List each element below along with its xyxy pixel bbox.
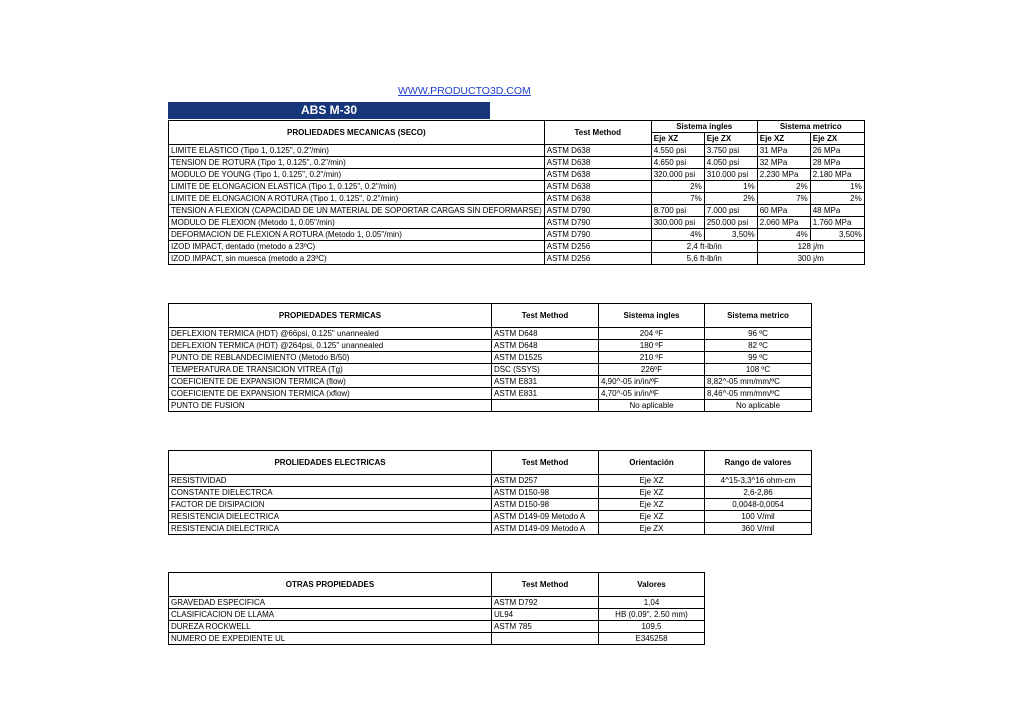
table-row bbox=[169, 328, 812, 340]
metrico-xz-value: 2.230 MPa bbox=[757, 169, 810, 181]
property-name: MODULO DE FLEXION (Metodo 1, 0.05"/min) bbox=[169, 217, 545, 229]
range-value: 360 V/mil bbox=[705, 523, 812, 535]
mech-test-method-header: Test Method bbox=[544, 121, 651, 145]
test-method: ASTM 785 bbox=[492, 621, 599, 633]
test-method: ASTM D150-98 bbox=[492, 487, 599, 499]
table-row bbox=[169, 597, 705, 609]
ingles-xz-value: 7% bbox=[651, 193, 704, 205]
property-name: LIMITE ELASTICO (Tipo 1, 0.125", 0.2"/min) bbox=[169, 145, 545, 157]
electrical-properties-table bbox=[168, 450, 812, 535]
metrico-value: 300 j/m bbox=[757, 253, 864, 265]
test-method: ASTM D257 bbox=[492, 475, 599, 487]
mech-eje-zx-ingles: Eje ZX bbox=[704, 133, 757, 145]
other-header: OTRAS PROPIEDADES bbox=[169, 573, 492, 597]
thermal-properties-table bbox=[168, 303, 812, 412]
test-method: ASTM D638 bbox=[544, 157, 651, 169]
metrico-zx-value: 1.760 MPa bbox=[810, 217, 864, 229]
metrico-value: 8,46^-05 mm/mm/ºC bbox=[705, 388, 812, 400]
metrico-zx-value: 2% bbox=[810, 193, 864, 205]
ingles-value: 2,4 ft-lb/in bbox=[651, 241, 757, 253]
range-value: 0,0048-0,0054 bbox=[705, 499, 812, 511]
orientation-value: Eje ZX bbox=[599, 523, 705, 535]
property-name: DEFORMACION DE FLEXION A ROTURA (Metodo 1, 0.05"/min) bbox=[169, 229, 545, 241]
property-name: RESISTIVIDAD bbox=[169, 475, 492, 487]
range-value: 100 V/mil bbox=[705, 511, 812, 523]
ingles-zx-value: 250.000 psi bbox=[704, 217, 757, 229]
test-method: ASTM D150-98 bbox=[492, 499, 599, 511]
test-method: ASTM D1525 bbox=[492, 352, 599, 364]
test-method: ASTM D648 bbox=[492, 328, 599, 340]
table-row bbox=[169, 193, 865, 205]
table-row bbox=[169, 499, 812, 511]
table-row bbox=[169, 633, 705, 645]
ingles-value: 226ºF bbox=[599, 364, 705, 376]
test-method: ASTM D648 bbox=[492, 340, 599, 352]
other-valores-header: Valores bbox=[599, 573, 705, 597]
table-row bbox=[169, 340, 812, 352]
mech-header: PROLIEDADES MECANICAS (SECO) bbox=[169, 121, 545, 145]
orientation-value: Eje XZ bbox=[599, 475, 705, 487]
range-value: 4^15-3,3^16 ohm-cm bbox=[705, 475, 812, 487]
property-name: RESISTENCIA DIELECTRICA bbox=[169, 511, 492, 523]
range-value: 2,6-2,86 bbox=[705, 487, 812, 499]
property-name: RESISTENCIA DIELECTRICA bbox=[169, 523, 492, 535]
metrico-xz-value: 2% bbox=[757, 181, 810, 193]
mech-eje-xz-metrico: Eje XZ bbox=[757, 133, 810, 145]
ingles-zx-value: 2% bbox=[704, 193, 757, 205]
ingles-value: 204 ºF bbox=[599, 328, 705, 340]
metrico-zx-value: 26 MPa bbox=[810, 145, 864, 157]
property-name: DEFLEXION TERMICA (HDT) @264psi, 0.125" unannealed bbox=[169, 340, 492, 352]
property-name: PUNTO DE REBLANDECIMIENTO (Metodo B/50) bbox=[169, 352, 492, 364]
table-row bbox=[169, 229, 865, 241]
ingles-zx-value: 3,50% bbox=[704, 229, 757, 241]
property-name: DEFLEXION TERMICA (HDT) @66psi, 0.125" unannealed bbox=[169, 328, 492, 340]
table-row bbox=[169, 621, 705, 633]
table-row bbox=[169, 181, 865, 193]
value: 1,04 bbox=[599, 597, 705, 609]
property-name: LIMITE DE ELONGACION A ROTURA (Tipo 1, 0.125", 0.2"/min) bbox=[169, 193, 545, 205]
property-name: IZOD IMPACT, dentado (metodo a 23ºC) bbox=[169, 241, 545, 253]
property-name: GRAVEDAD ESPECIFICA bbox=[169, 597, 492, 609]
test-method: ASTM D256 bbox=[544, 253, 651, 265]
mechanical-properties-table bbox=[168, 120, 865, 265]
test-method: ASTM D790 bbox=[544, 205, 651, 217]
table-row bbox=[169, 475, 812, 487]
ingles-xz-value: 4% bbox=[651, 229, 704, 241]
test-method: DSC (SSYS) bbox=[492, 364, 599, 376]
ingles-xz-value: 300.000 psi bbox=[651, 217, 704, 229]
property-name: NUMERO DE EXPEDIENTE UL bbox=[169, 633, 492, 645]
test-method: ASTM D638 bbox=[544, 145, 651, 157]
table-row bbox=[169, 352, 812, 364]
table-row bbox=[169, 205, 865, 217]
metrico-xz-value: 60 MPa bbox=[757, 205, 810, 217]
mech-sistema-ingles-header: Sistema ingles bbox=[651, 121, 757, 133]
table-row bbox=[169, 376, 812, 388]
property-name: PUNTO DE FUSION bbox=[169, 400, 492, 412]
ingles-xz-value: 320.000 psi bbox=[651, 169, 704, 181]
table-row bbox=[169, 511, 812, 523]
metrico-zx-value: 3,50% bbox=[810, 229, 864, 241]
metrico-zx-value: 2.180 MPa bbox=[810, 169, 864, 181]
ingles-value: No aplicable bbox=[599, 400, 705, 412]
test-method: ASTM E831 bbox=[492, 388, 599, 400]
table-row bbox=[169, 388, 812, 400]
test-method: ASTM D638 bbox=[544, 169, 651, 181]
table-row bbox=[169, 217, 865, 229]
table-row bbox=[169, 145, 865, 157]
ingles-zx-value: 1% bbox=[704, 181, 757, 193]
metrico-value: 8,82^-05 mm/mm/ºC bbox=[705, 376, 812, 388]
thermal-test-method-header: Test Method bbox=[492, 304, 599, 328]
metrico-zx-value: 48 MPa bbox=[810, 205, 864, 217]
property-name: COEFICIENTE DE EXPANSION TERMICA (flow) bbox=[169, 376, 492, 388]
ingles-zx-value: 7.000 psi bbox=[704, 205, 757, 217]
website-link[interactable]: WWW.PRODUCTO3D.COM bbox=[398, 85, 531, 97]
table-row bbox=[169, 241, 865, 253]
other-test-method-header: Test Method bbox=[492, 573, 599, 597]
value: HB (0.09", 2.50 mm) bbox=[599, 609, 705, 621]
ingles-xz-value: 4.650 psi bbox=[651, 157, 704, 169]
test-method: ASTM D149-09 Metodo A bbox=[492, 523, 599, 535]
other-properties-table bbox=[168, 572, 705, 645]
metrico-xz-value: 7% bbox=[757, 193, 810, 205]
metrico-xz-value: 31 MPa bbox=[757, 145, 810, 157]
metrico-zx-value: 1% bbox=[810, 181, 864, 193]
property-name: COEFICIENTE DE EXPANSION TERMICA (xflow) bbox=[169, 388, 492, 400]
test-method: ASTM D792 bbox=[492, 597, 599, 609]
orientation-value: Eje XZ bbox=[599, 487, 705, 499]
property-name: FACTOR DE DISIPACION bbox=[169, 499, 492, 511]
metrico-value: 96 ºC bbox=[705, 328, 812, 340]
thermal-sistema-metrico-header: Sistema metrico bbox=[705, 304, 812, 328]
mech-eje-xz-ingles: Eje XZ bbox=[651, 133, 704, 145]
table-row bbox=[169, 523, 812, 535]
orientation-value: Eje XZ bbox=[599, 511, 705, 523]
ingles-value: 5,6 ft-lb/in bbox=[651, 253, 757, 265]
mech-eje-zx-metrico: Eje ZX bbox=[810, 133, 864, 145]
test-method bbox=[492, 633, 599, 645]
ingles-zx-value: 310.000 psi bbox=[704, 169, 757, 181]
metrico-xz-value: 2.060 MPa bbox=[757, 217, 810, 229]
property-name: MODULO DE YOUNG (Tipo 1, 0.125", 0.2"/min) bbox=[169, 169, 545, 181]
ingles-value: 180 ºF bbox=[599, 340, 705, 352]
property-name: LIMITE DE ELONGACION ELASTICA (Tipo 1, 0.125", 0.2"/min) bbox=[169, 181, 545, 193]
test-method: UL94 bbox=[492, 609, 599, 621]
property-name: DUREZA ROCKWELL bbox=[169, 621, 492, 633]
table-row bbox=[169, 253, 865, 265]
test-method: ASTM D638 bbox=[544, 193, 651, 205]
metrico-xz-value: 32 MPa bbox=[757, 157, 810, 169]
electrical-test-method-header: Test Method bbox=[492, 451, 599, 475]
test-method: ASTM D256 bbox=[544, 241, 651, 253]
ingles-value: 4,70^-05 in/in/ºF bbox=[599, 388, 705, 400]
metrico-zx-value: 28 MPa bbox=[810, 157, 864, 169]
value: E345258 bbox=[599, 633, 705, 645]
orientation-value: Eje XZ bbox=[599, 499, 705, 511]
metrico-value: 128 j/m bbox=[757, 241, 864, 253]
metrico-value: 99 ºC bbox=[705, 352, 812, 364]
property-name: TENSION DE ROTURA (Tipo 1, 0.125", 0.2"/min) bbox=[169, 157, 545, 169]
metrico-value: 108 ºC bbox=[705, 364, 812, 376]
property-name: CONSTANTE DIELECTRCA bbox=[169, 487, 492, 499]
table-row bbox=[169, 364, 812, 376]
table-row bbox=[169, 169, 865, 181]
metrico-value: 82 ºC bbox=[705, 340, 812, 352]
mech-sistema-metrico-header: Sistema metrico bbox=[757, 121, 864, 133]
test-method: ASTM D790 bbox=[544, 217, 651, 229]
electrical-header: PROLIEDADES ELECTRICAS bbox=[169, 451, 492, 475]
electrical-orientacion-header: Orientación bbox=[599, 451, 705, 475]
table-row bbox=[169, 609, 705, 621]
test-method: ASTM D638 bbox=[544, 181, 651, 193]
test-method: ASTM D149-09 Metodo A bbox=[492, 511, 599, 523]
ingles-xz-value: 4.550 psi bbox=[651, 145, 704, 157]
ingles-value: 4,90^-05 in/in/ºF bbox=[599, 376, 705, 388]
thermal-header: PROPIEDADES TERMICAS bbox=[169, 304, 492, 328]
metrico-xz-value: 4% bbox=[757, 229, 810, 241]
ingles-zx-value: 4.050 psi bbox=[704, 157, 757, 169]
ingles-zx-value: 3.750 psi bbox=[704, 145, 757, 157]
electrical-rango-header: Rango de valores bbox=[705, 451, 812, 475]
thermal-sistema-ingles-header: Sistema ingles bbox=[599, 304, 705, 328]
ingles-value: 210 ºF bbox=[599, 352, 705, 364]
table-row bbox=[169, 487, 812, 499]
test-method: ASTM D790 bbox=[544, 229, 651, 241]
table-row bbox=[169, 400, 812, 412]
ingles-xz-value: 8.700 psi bbox=[651, 205, 704, 217]
metrico-value: No aplicable bbox=[705, 400, 812, 412]
table-row bbox=[169, 157, 865, 169]
property-name: CLASIFICACION DE LLAMA bbox=[169, 609, 492, 621]
ingles-xz-value: 2% bbox=[651, 181, 704, 193]
property-name: IZOD IMPACT, sin muesca (metodo a 23ºC) bbox=[169, 253, 545, 265]
test-method bbox=[492, 400, 599, 412]
material-title: ABS M-30 bbox=[168, 102, 490, 119]
property-name: TEMPERATURA DE TRANSICION VITREA (Tg) bbox=[169, 364, 492, 376]
test-method: ASTM E831 bbox=[492, 376, 599, 388]
property-name: TENSION A FLEXION (CAPACIDAD DE UN MATERIAL DE SOPORTAR CARGAS SIN DEFORMARSE) bbox=[169, 205, 545, 217]
value: 109,5 bbox=[599, 621, 705, 633]
